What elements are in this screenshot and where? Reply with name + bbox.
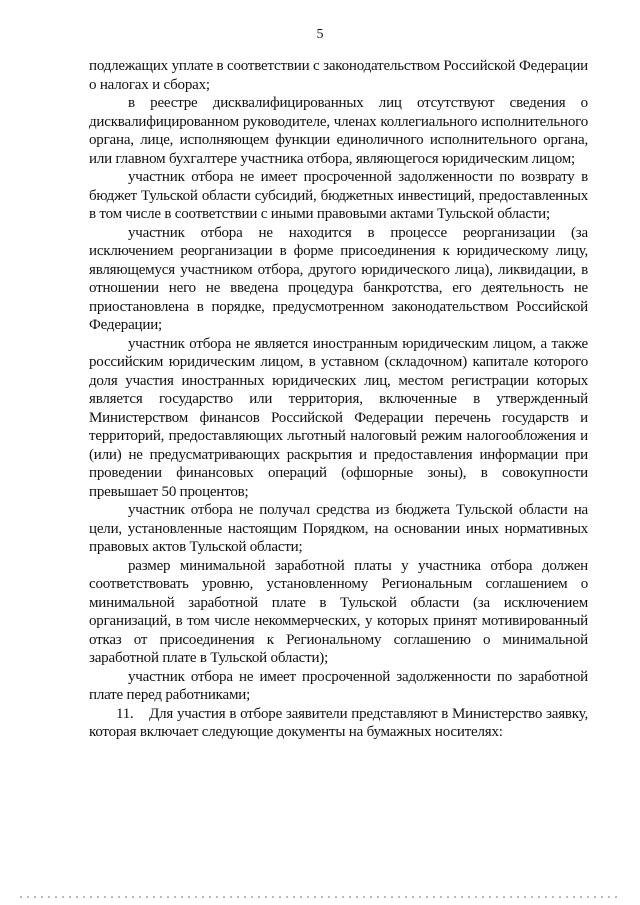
- paragraph-minimum-wage: размер минимальной заработной платы у участника отбора должен соответствовать уровню, установленному Региональным соглашением о минимальной заработной плате в Тульской области (за исключением организаций, в том числе некоммерческих, у которых принят мотивированный отказ от присоединения к Региональному соглашению о минимальной заработной плате в Тульской области);: [89, 557, 588, 666]
- page-number: 5: [316, 27, 324, 42]
- paragraph-disqualified-registry: в реестре дисквалифицированных лиц отсутствуют сведения о дисквалифицированном руководителе, членах коллегиального исполнительного органа, лице, исполняющем функции единоличного исполнительного органа, или главном бухгалтере участника отбора, являющегося юридическим лицом;: [89, 95, 588, 167]
- paragraph-budget-funds: участник отбора не получал средства из бюджета Тульской области на цели, установленные настоящим Порядком, на основании иных нормативных правовых актов Тульской области;: [89, 502, 588, 555]
- scan-noise-line: [0, 895, 640, 899]
- paragraph-budget-debt: участник отбора не имеет просроченной задолженности по возврату в бюджет Тульской области субсидий, бюджетных инвестиций, предоставленных в том числе в соответствии с иными правовыми актами Тульской области;: [89, 169, 588, 222]
- paragraph-tax-continuation: подлежащих уплате в соответствии с законодательством Российской Федерации о налогах и сборах;: [89, 58, 588, 93]
- paragraph-reorganization: участник отбора не находится в процессе реорганизации (за исключением реорганизации в форме присоединения к юридическому лицу, являющемуся участником отбора, другого юридического лица), ликвидации, в отношении него не введена процедура банкротства, его деятельность не приостановлена в порядке, предусмотренном законодательством Российской Федерации;: [89, 224, 588, 333]
- paragraph-item-11: 11. Для участия в отборе заявители представляют в Министерство заявку, которая включает следующие документы на бумажных носителях:: [89, 705, 588, 740]
- paragraph-foreign-entity: участник отбора не является иностранным юридическим лицом, а также российским юридическим лицом, в уставном (складочном) капитале которого доля участия иностранных юридических лиц, местом регистрации которых является государство или территория, включенные в утвержденный Министерством финансов Российской Федерации перечень государств и территорий, предоставляющих льготный налоговый режим налогообложения и (или) не предусматривающих раскрытия и предоставления информации при проведении финансовых операций (офшорные зоны), в совокупности превышает 50 процентов;: [89, 335, 588, 500]
- paragraph-wage-debt: участник отбора не имеет просроченной задолженности по заработной плате перед работниками;: [89, 668, 588, 703]
- document-body: [89, 57, 588, 742]
